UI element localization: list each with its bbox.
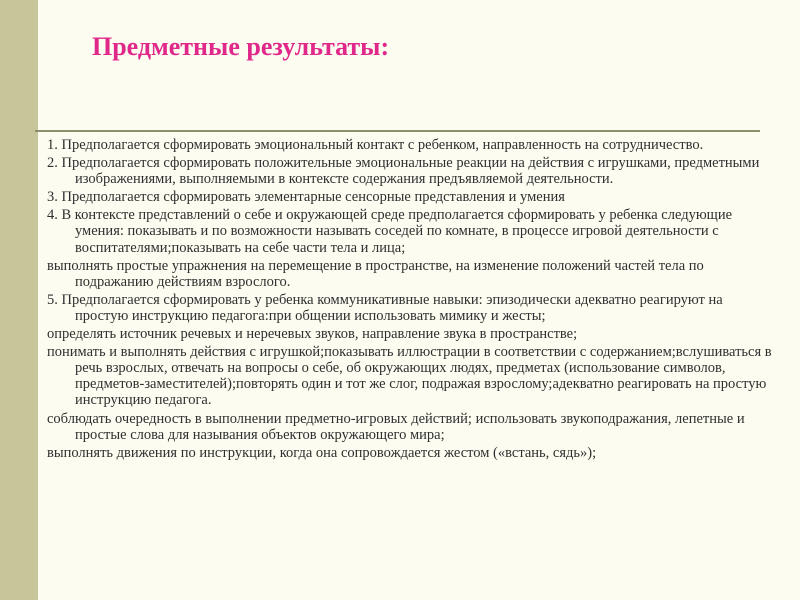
paragraph-4: 4. В контексте представлений о себе и окружающей среде предполагается сформировать у ребенка следующие умения: показывать и по возможности называть соседей по комнате, в процессе игровой деятельности с воспитателями;показывать на себе части тела и лица; (47, 207, 733, 256)
paragraph-6: 5. Предполагается сформировать у ребенка коммуникативные навыки: эпизодически адекватно реагируют на простую инструкцию педагога:при общении использовать мимику и жесты; (47, 291, 723, 324)
left-accent-band (0, 0, 38, 600)
paragraph-2: 2. Предполагается сформировать положительные эмоциональные реакции на действия с игрушками, предметными изображениями, выполняемыми в контексте содержания предъявляемой деятельности. (47, 155, 760, 188)
slide-body (47, 137, 775, 463)
paragraph-8: понимать и выполнять действия с игрушкой;показывать иллюстрации в соответствии с содержанием;вслушиваться в речь взрослых, отвечать на вопросы о себе, об окружающих людях, предметах (использование символов, предметов-заместителей);повторять один и тот же слог, подражая взрослому;адекватно реагировать на простую инструкцию педагога. (47, 344, 772, 409)
slide-title: Предметные результаты: (92, 32, 390, 61)
paragraph-10: выполнять движения по инструкции, когда она сопровождается жестом («встань, сядь»); (47, 444, 597, 461)
paragraph-5: выполнять простые упражнения на перемещение в пространстве, на изменение положений частей тела по подражанию действиям взрослого. (47, 257, 704, 290)
paragraph-9: соблюдать очередность в выполнении предметно-игровых действий; использовать звукоподражания, лепетные и простые слова для называния объектов окружающего мира; (47, 410, 745, 443)
paragraph-3: 3. Предполагается сформировать элементарные сенсорные представления и умения (47, 189, 565, 206)
paragraph-7: определять источник речевых и неречевых звуков, направление звука в пространстве; (47, 326, 578, 343)
paragraph-1: 1. Предполагается сформировать эмоциональный контакт с ребенком, направленность на сотрудничество. (47, 137, 704, 153)
title-divider (35, 130, 760, 132)
